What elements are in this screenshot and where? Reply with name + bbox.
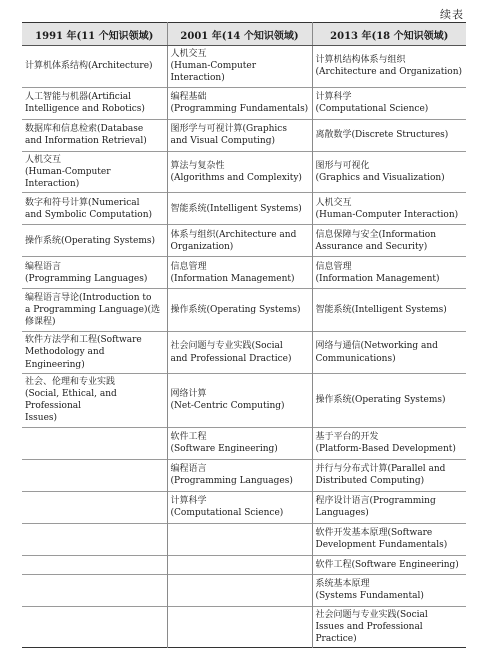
cell-text-line: (Graphics and Visualization) xyxy=(315,172,445,183)
cell-1991 xyxy=(22,257,167,289)
cell-2013 xyxy=(312,151,466,193)
cell-text-line: (Systems Fundamental) xyxy=(315,591,424,602)
table-row xyxy=(22,574,466,606)
cell-text-line: 计算科学 xyxy=(315,91,352,102)
cell-text-line: 数据库和信息检索(Database xyxy=(25,123,144,134)
table-row xyxy=(22,427,466,459)
cell-2001 xyxy=(167,289,312,332)
table-row xyxy=(22,225,466,257)
cell-2013 xyxy=(312,574,466,606)
cell-text-line: Distributed Computing) xyxy=(315,476,425,487)
cell-text-line: 编程基础 xyxy=(170,91,207,102)
cell-1991 xyxy=(22,427,167,459)
cell-text-line: (Architecture and Organization) xyxy=(315,67,463,78)
table-row xyxy=(22,459,466,491)
table-row xyxy=(22,193,466,225)
cell-2013 xyxy=(312,289,466,332)
cell-text-line: 计算机体系结构(Architecture) xyxy=(25,61,153,72)
cell-text-line: 操作系统(Operating Systems) xyxy=(170,305,301,316)
cell-text-line: 图形与可视化 xyxy=(315,160,370,171)
cell-text-line: (Information Management) xyxy=(315,273,440,284)
cell-text-line: 人机交互 xyxy=(25,154,62,165)
cell-text-line: 图形学与可视计算(Graphics xyxy=(170,123,287,134)
cell-text-line: (Algorithms and Complexity) xyxy=(170,172,302,183)
cell-1991 xyxy=(22,332,167,374)
cell-text-line: and Professional Dractice) xyxy=(170,353,292,364)
cell-text-line: 软件方法学和工程(Software xyxy=(25,335,142,346)
table-row xyxy=(22,257,466,289)
table-row xyxy=(22,606,466,648)
cell-text-line: (Human-Computer Interaction) xyxy=(315,209,459,220)
cell-text-line: Issues) xyxy=(25,413,58,424)
cell-text-line: 数字和符号计算(Numerical xyxy=(25,197,140,208)
cell-2001 xyxy=(167,606,312,648)
cell-2013 xyxy=(312,427,466,459)
cell-text-line: 操作系统(Operating Systems) xyxy=(315,395,446,406)
cell-text-line: 编程语言导论(Introduction to xyxy=(25,292,152,303)
cell-1991 xyxy=(22,606,167,648)
cell-1991 xyxy=(22,289,167,332)
cell-2001 xyxy=(167,225,312,257)
cell-2001 xyxy=(167,427,312,459)
cell-2013 xyxy=(312,257,466,289)
cell-2001 xyxy=(167,151,312,193)
table-row xyxy=(22,523,466,555)
cell-text-line: 人机交互 xyxy=(315,197,352,208)
cell-text-line: 算法与复杂性 xyxy=(170,160,225,171)
cell-text-line: 系统基本原理 xyxy=(315,578,370,589)
cell-2001 xyxy=(167,459,312,491)
table-row xyxy=(22,491,466,523)
cell-text-line: 信息管理 xyxy=(170,261,207,272)
cell-2001 xyxy=(167,87,312,119)
header-1991: 1991 年(11 个知识领域) xyxy=(22,23,167,46)
cell-text-line: 人机交互 xyxy=(170,49,207,59)
cell-text-line: 编程语言 xyxy=(25,261,62,272)
cell-1991 xyxy=(22,574,167,606)
cell-text-line: (Computational Science) xyxy=(170,508,284,519)
cell-2013 xyxy=(312,87,466,119)
cell-text-line: 程序设计语言(Programming xyxy=(315,495,436,506)
cell-1991 xyxy=(22,225,167,257)
cell-2001 xyxy=(167,257,312,289)
cell-text-line: Organization) xyxy=(170,241,234,252)
table-row xyxy=(22,332,466,374)
cell-text-line: (Human-Computer Interaction) xyxy=(170,61,257,84)
table-row xyxy=(22,289,466,332)
cell-text-line: Development Fundamentals) xyxy=(315,540,448,551)
cell-text-line: (Human-Computer Interaction) xyxy=(25,166,111,190)
cell-text-line: 人工智能与机器(Artificial xyxy=(25,91,131,102)
cell-2013 xyxy=(312,46,466,88)
cell-2001 xyxy=(167,373,312,427)
cell-text-line: 社会、伦理和专业实践 xyxy=(25,376,116,387)
cell-text-line: 离散数学(Discrete Structures) xyxy=(315,130,449,140)
cell-text-line: 操作系统(Operating Systems) xyxy=(25,235,156,246)
cell-2013 xyxy=(312,459,466,491)
cell-1991 xyxy=(22,151,167,193)
cell-1991 xyxy=(22,459,167,491)
cell-text-line: 编程语言 xyxy=(170,463,207,474)
cell-1991 xyxy=(22,87,167,119)
cell-text-line: (Net-Centric Computing) xyxy=(170,401,285,412)
cell-text-line: 智能系统(Intelligent Systems) xyxy=(315,305,447,316)
cell-1991 xyxy=(22,46,167,88)
table-row xyxy=(22,87,466,119)
cell-2013 xyxy=(312,491,466,523)
cell-1991 xyxy=(22,119,167,151)
cell-text-line: 计算科学 xyxy=(170,495,207,506)
table-row xyxy=(22,119,466,151)
cell-text-line: (Computational Science) xyxy=(315,104,429,115)
cell-text-line: (Programming Languages) xyxy=(25,273,148,284)
cell-text-line: and Information Retrieval) xyxy=(25,136,147,147)
cell-1991 xyxy=(22,193,167,225)
cell-text-line: 软件工程 xyxy=(170,431,207,442)
cell-1991 xyxy=(22,491,167,523)
cell-2001 xyxy=(167,523,312,555)
cell-text-line: (Software Engineering) xyxy=(170,444,278,455)
cell-2013 xyxy=(312,225,466,257)
cell-text-line: a Programming Language)(选 xyxy=(25,305,160,316)
cell-text-line: (Platform-Based Development) xyxy=(315,444,456,455)
cell-2001 xyxy=(167,555,312,574)
cell-text-line: 软件开发基本原理(Software xyxy=(315,527,433,538)
cell-text-line: (Information Management) xyxy=(170,273,295,284)
cell-text-line: Issues and Professional Practice) xyxy=(315,621,423,645)
header-2013: 2013 年(18 个知识领域) xyxy=(312,23,466,46)
cell-text-line: (Social, Ethical, and Professional xyxy=(25,389,117,412)
cell-1991 xyxy=(22,523,167,555)
cell-text-line: and Visual Computing) xyxy=(170,136,275,147)
table-caption: 续表 xyxy=(440,8,464,21)
table-row xyxy=(22,555,466,574)
cell-text-line: (Programming Fundamentals) xyxy=(170,104,309,115)
cell-2013 xyxy=(312,119,466,151)
cell-text-line: 网络计算 xyxy=(170,389,207,400)
cell-2013 xyxy=(312,606,466,648)
cell-2001 xyxy=(167,119,312,151)
cell-2001 xyxy=(167,574,312,606)
cell-1991 xyxy=(22,373,167,427)
cell-text-line: 智能系统(Intelligent Systems) xyxy=(170,203,302,214)
cell-text-line: 计算机结构体系与组织 xyxy=(315,55,406,66)
cell-2001 xyxy=(167,491,312,523)
header-2001: 2001 年(14 个知识领域) xyxy=(167,23,312,46)
cell-2013 xyxy=(312,523,466,555)
cell-text-line: Intelligence and Robotics) xyxy=(25,104,145,115)
cell-text-line: and Symbolic Computation) xyxy=(25,209,153,220)
cell-2013 xyxy=(312,555,466,574)
table-header-row xyxy=(22,23,466,46)
cell-text-line: 社会问题与专业实践(Social xyxy=(170,341,283,352)
cell-text-line: 并行与分布式计算(Parallel and xyxy=(315,463,446,474)
cell-2013 xyxy=(312,373,466,427)
cell-2013 xyxy=(312,193,466,225)
cell-text-line: 网络与通信(Networking and xyxy=(315,341,438,352)
cell-1991 xyxy=(22,555,167,574)
cell-text-line: 修课程) xyxy=(25,317,56,328)
table-row xyxy=(22,151,466,193)
cell-text-line: 信息管理 xyxy=(315,261,352,272)
cell-2001 xyxy=(167,46,312,88)
table-row xyxy=(22,46,466,88)
cell-2013 xyxy=(312,332,466,374)
cell-text-line: (Programming Languages) xyxy=(170,476,293,487)
cell-text-line: Languages) xyxy=(315,508,369,519)
cell-2001 xyxy=(167,332,312,374)
cell-text-line: 社会问题与专业实践(Social xyxy=(315,609,428,620)
cell-text-line: Methodology and Engineering) xyxy=(25,347,105,370)
cell-text-line: Assurance and Security) xyxy=(315,241,428,252)
cell-text-line: 软件工程(Software Engineering) xyxy=(315,559,459,570)
cell-2001 xyxy=(167,193,312,225)
table-row xyxy=(22,373,466,427)
cell-text-line: 信息保障与安全(Information xyxy=(315,229,437,240)
cell-text-line: Communications) xyxy=(315,353,396,364)
cell-text-line: 基于平台的开发 xyxy=(315,431,379,442)
cell-text-line: 体系与组织(Architecture and xyxy=(170,229,297,240)
knowledge-areas-table xyxy=(22,22,466,648)
